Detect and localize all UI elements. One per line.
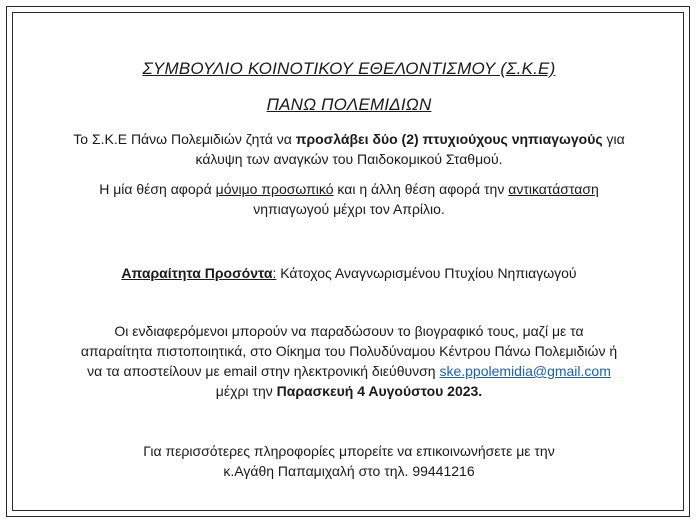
submission-line-1: Οι ενδιαφερόμενοι μπορούν να παραδώσουν το βιογραφικό τους, μαζί με τα xyxy=(114,323,584,339)
positions-text-end: νηπιαγωγού μέχρι τον Απρίλιο. xyxy=(253,201,445,217)
paragraph-positions xyxy=(40,179,658,219)
hiring-text-start: Το Σ.Κ.Ε Πάνω Πολεμιδιών ζητά να xyxy=(73,131,296,147)
contact-line-2: κ.Αγάθη Παπαμιχαλή στο τηλ. 99441216 xyxy=(223,463,475,479)
qualifications-text: Κάτοχος Αναγνωρισμένου Πτυχίου Νηπιαγωγού xyxy=(276,265,577,281)
qualifications-colon: : xyxy=(272,265,277,281)
positions-text-start: Η μία θέση αφορά xyxy=(99,181,216,197)
title-location: ΠΑΝΩ ΠΟΛΕΜΙΔΙΩΝ xyxy=(266,95,432,114)
paragraph-contact xyxy=(40,441,658,481)
paragraph-submission xyxy=(40,321,658,401)
replacement: αντικατάσταση xyxy=(508,181,599,197)
announcement xyxy=(40,58,658,481)
hiring-positions: προσλάβει δύο (2) πτυχιούχους νηπιαγωγούς xyxy=(295,131,603,147)
positions-text-middle: και η άλλη θέση αφορά την xyxy=(333,181,509,197)
paragraph-qualifications xyxy=(40,263,658,283)
submission-line-3: να τα αποστείλουν με email στην ηλεκτρονική διεύθυνση xyxy=(87,363,440,379)
deadline-date: Παρασκευή 4 Αυγούστου 2023. xyxy=(276,383,483,399)
qualifications-label: Απαραίτητα Προσόντα xyxy=(121,265,273,281)
email-link[interactable]: ske.ppolemidia@gmail.com xyxy=(439,363,611,379)
title-organization: ΣΥΜΒΟΥΛΙΟ ΚΟΙΝΟΤΙΚΟΥ ΕΘΕΛΟΝΤΙΣΜΟΥ (Σ.Κ.Ε) xyxy=(142,59,556,78)
permanent-staff: μόνιμο προσωπικό xyxy=(215,181,334,197)
contact-line-1: Για περισσότερες πληροφορίες μπορείτε να επικοινωνήσετε με την xyxy=(143,443,555,459)
submission-line-4: μέχρι την xyxy=(215,383,277,399)
hiring-purpose: κάλυψη των αναγκών του Παιδοκομικού Σταθμού. xyxy=(195,151,503,167)
hiring-text-end: για xyxy=(602,131,625,147)
submission-line-2: απαραίτητα πιστοποιητικά, στο Οίκημα του Πολυδύναμου Κέντρου Πάνω Πολεμιδιών ή xyxy=(80,343,618,359)
paragraph-hiring xyxy=(40,129,658,169)
